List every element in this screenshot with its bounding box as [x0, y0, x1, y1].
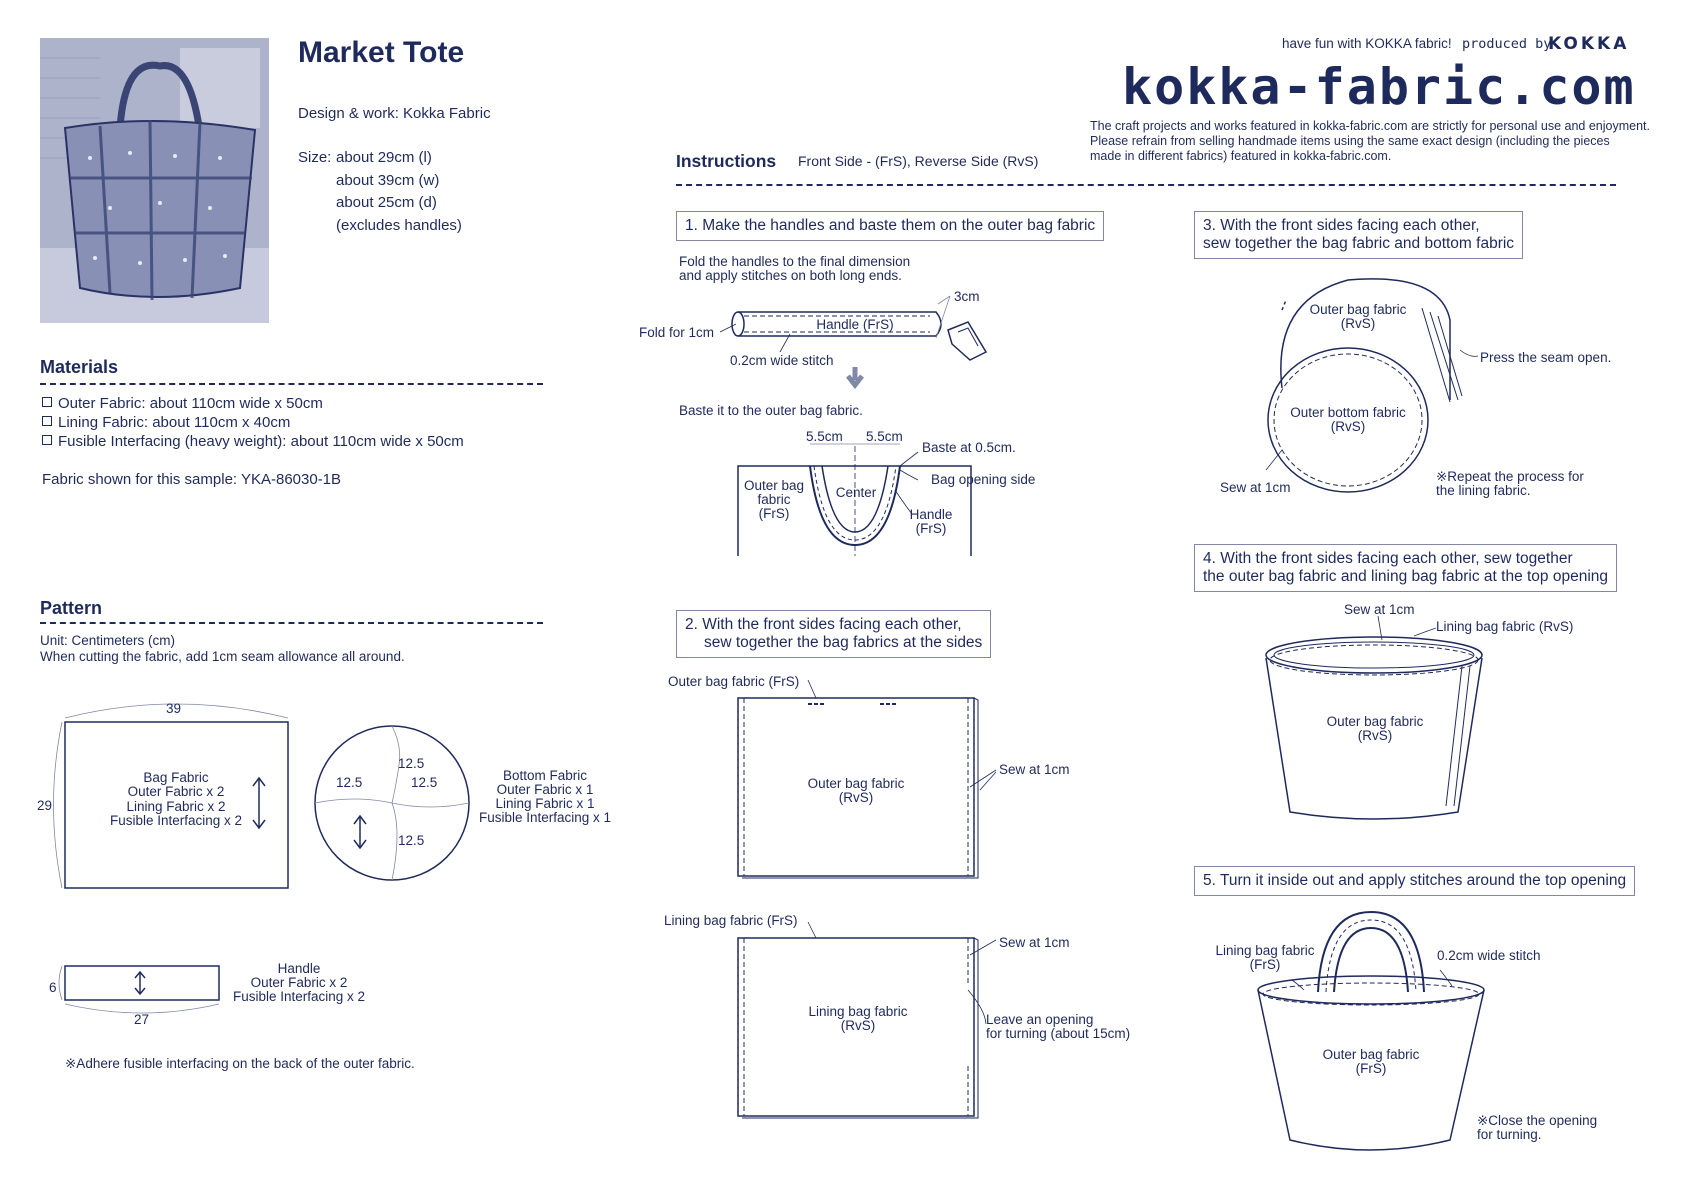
step5-lining-2: (FrS)	[1249, 957, 1281, 972]
handle-height: 6	[49, 980, 57, 995]
bottom-label-3: Lining Fabric x 1	[495, 796, 595, 811]
site-logo: kokka-fabric.com	[1122, 58, 1636, 116]
step1-dist-right: 5.5cm	[866, 429, 903, 444]
bag-label-2: Outer Fabric x 2	[127, 784, 225, 799]
step1-handle2-1: Handle	[909, 507, 953, 522]
size-width: about 39cm (w)	[336, 172, 440, 189]
step2-sew-2: Sew at 1cm	[999, 935, 1070, 950]
design-credit: Design & work: Kokka Fabric	[298, 105, 491, 122]
kokka-logo: KOKKA	[1548, 34, 1630, 54]
pattern-unit: Unit: Centimeters (cm)	[40, 633, 176, 648]
step1-handle2-2: (FrS)	[915, 521, 947, 536]
bag-label-3: Lining Fabric x 2	[126, 799, 226, 814]
step1-outer-2: fabric	[757, 492, 791, 507]
bag-label-4: Fusible Interfacing x 2	[109, 813, 243, 828]
handle-label-3: Fusible Interfacing x 2	[232, 989, 366, 1004]
material-item: Lining Fabric: about 110cm x 40cm	[42, 413, 464, 432]
step4-outer-rvs-2: (RvS)	[1357, 728, 1393, 743]
bottom-label-1: Bottom Fabric	[502, 768, 588, 783]
step3-bottom-1: Outer bottom fabric	[1290, 405, 1406, 420]
step3-repeat-2: the lining fabric.	[1436, 483, 1531, 498]
step-1-text-2: and apply stitches on both long ends.	[679, 268, 902, 283]
radius-top: 12.5	[398, 756, 425, 771]
step5-outer-1: Outer bag fabric	[1322, 1047, 1420, 1062]
step-3-title-line-2: sew together the bag fabric and bottom fabric	[1203, 235, 1515, 252]
size-note: (excludes handles)	[336, 217, 462, 234]
adhere-note: ※Adhere fusible interfacing on the back of the outer fabric.	[65, 1056, 415, 1071]
bag-label-1: Bag Fabric	[143, 770, 209, 785]
step3-sew: Sew at 1cm	[1220, 480, 1291, 495]
instructions-heading: Instructions	[676, 151, 777, 171]
step3-outer-rvs-1: Outer bag fabric	[1309, 302, 1407, 317]
produced-by: produced by	[1462, 36, 1552, 52]
step-1-baste-text: Baste it to the outer bag fabric.	[679, 403, 863, 418]
handle-label-1: Handle	[277, 961, 321, 976]
step2-sew: Sew at 1cm	[999, 762, 1070, 777]
tagline: have fun with KOKKA fabric!	[1282, 36, 1452, 51]
step1-opening-side: Bag opening side	[931, 472, 1036, 487]
step5-lining-1: Lining bag fabric	[1215, 943, 1315, 958]
bag-height: 29	[37, 798, 53, 813]
pattern-allowance: When cutting the fabric, add 1cm seam allowance all around.	[40, 649, 405, 664]
handle-piece	[65, 966, 219, 1000]
step1-handle: Handle (FrS)	[816, 317, 894, 332]
step-1-text-1: Fold the handles to the final dimension	[679, 254, 911, 269]
bag-width: 39	[166, 701, 182, 716]
step5-close-1: ※Close the opening	[1477, 1113, 1598, 1128]
step1-dist-left: 5.5cm	[806, 429, 843, 444]
radius-right: 12.5	[411, 775, 438, 790]
step3-repeat-1: ※Repeat the process for	[1436, 469, 1584, 484]
bottom-label-2: Outer Fabric x 1	[496, 782, 594, 797]
step4-lining-rvs: Lining bag fabric (RvS)	[1436, 619, 1574, 634]
step2-lining-rvs-1: Lining bag fabric	[808, 1004, 908, 1019]
step1-3cm: 3cm	[954, 289, 980, 304]
step-4-title-line-2: the outer bag fabric and lining bag fabric at the top opening	[1203, 568, 1609, 585]
step2-lining-frs: Lining bag fabric (FrS)	[664, 913, 798, 928]
step4-sew: Sew at 1cm	[1344, 602, 1415, 617]
step2-outer-rvs-1: Outer bag fabric	[807, 776, 905, 791]
radius-left: 12.5	[336, 775, 363, 790]
step1-baste-at: Baste at 0.5cm.	[922, 440, 1016, 455]
step2-opening-2: for turning (about 15cm)	[986, 1026, 1131, 1041]
material-item: Fusible Interfacing (heavy weight): about 110cm wide x 50cm	[42, 432, 464, 451]
bottom-label-4: Fusible Interfacing x 1	[478, 810, 612, 825]
sample-fabric: Fabric shown for this sample: YKA-86030-1B	[42, 471, 342, 488]
handle-width: 27	[134, 1012, 150, 1027]
step2-outer-rvs-2: (RvS)	[838, 790, 874, 805]
step1-stitch: 0.2cm wide stitch	[730, 353, 834, 368]
step3-bottom-2: (RvS)	[1330, 419, 1366, 434]
size-length: about 29cm (l)	[336, 149, 432, 166]
step-4-title-line-1: 4. With the front sides facing each other, sew together	[1203, 550, 1573, 567]
step5-outer-2: (FrS)	[1355, 1061, 1387, 1076]
pattern-heading: Pattern	[40, 598, 103, 618]
handle-label-2: Outer Fabric x 2	[250, 975, 348, 990]
step5-stitch: 0.2cm wide stitch	[1437, 948, 1541, 963]
instructions-legend: Front Side - (FrS), Reverse Side (RvS)	[798, 153, 1039, 169]
step1-outer-3: (FrS)	[758, 506, 790, 521]
step3-press: Press the seam open.	[1480, 350, 1612, 365]
step2-opening-1: Leave an opening	[986, 1012, 1094, 1027]
step1-center: Center	[835, 485, 877, 500]
step3-outer-rvs-2: (RvS)	[1340, 316, 1376, 331]
step4-outer-rvs-1: Outer bag fabric	[1326, 714, 1424, 729]
page-title: Market Tote	[298, 36, 465, 69]
step2-lining-rvs-2: (RvS)	[840, 1018, 876, 1033]
step-1-title-text: 1. Make the handles and baste them on the outer bag fabric	[685, 217, 1096, 234]
iron-icon	[948, 322, 986, 360]
notice-line-1: The craft projects and works featured in kokka-fabric.com are strictly for personal use and enjoyment.	[1090, 119, 1650, 133]
size-label: Size:	[298, 149, 332, 166]
step-2-title-line-2: sew together the bag fabrics at the sides	[704, 634, 983, 651]
handle-outer	[1318, 912, 1424, 992]
cylinder-body	[1281, 279, 1450, 400]
step2-outer-frs: Outer bag fabric (FrS)	[668, 674, 800, 689]
step5-close-2: for turning.	[1477, 1127, 1542, 1142]
material-item: Outer Fabric: about 110cm wide x 50cm	[42, 394, 464, 413]
size-depth: about 25cm (d)	[336, 194, 437, 211]
notice-line-2: Please refrain from selling handmade items using the same exact design (including the pieces	[1090, 134, 1610, 148]
step-3-title-line-1: 3. With the front sides facing each other,	[1203, 217, 1480, 234]
step1-fold: Fold for 1cm	[639, 325, 715, 340]
notice-line-3: made in different fabrics) featured in kokka-fabric.com.	[1090, 149, 1392, 163]
materials-heading: Materials	[40, 357, 119, 377]
step-5-title-text: 5. Turn it inside out and apply stitches around the top opening	[1203, 872, 1627, 889]
step1-outer-1: Outer bag	[743, 478, 805, 493]
step-2-title-line-1: 2. With the front sides facing each other,	[685, 616, 962, 633]
radius-bottom: 12.5	[398, 833, 425, 848]
